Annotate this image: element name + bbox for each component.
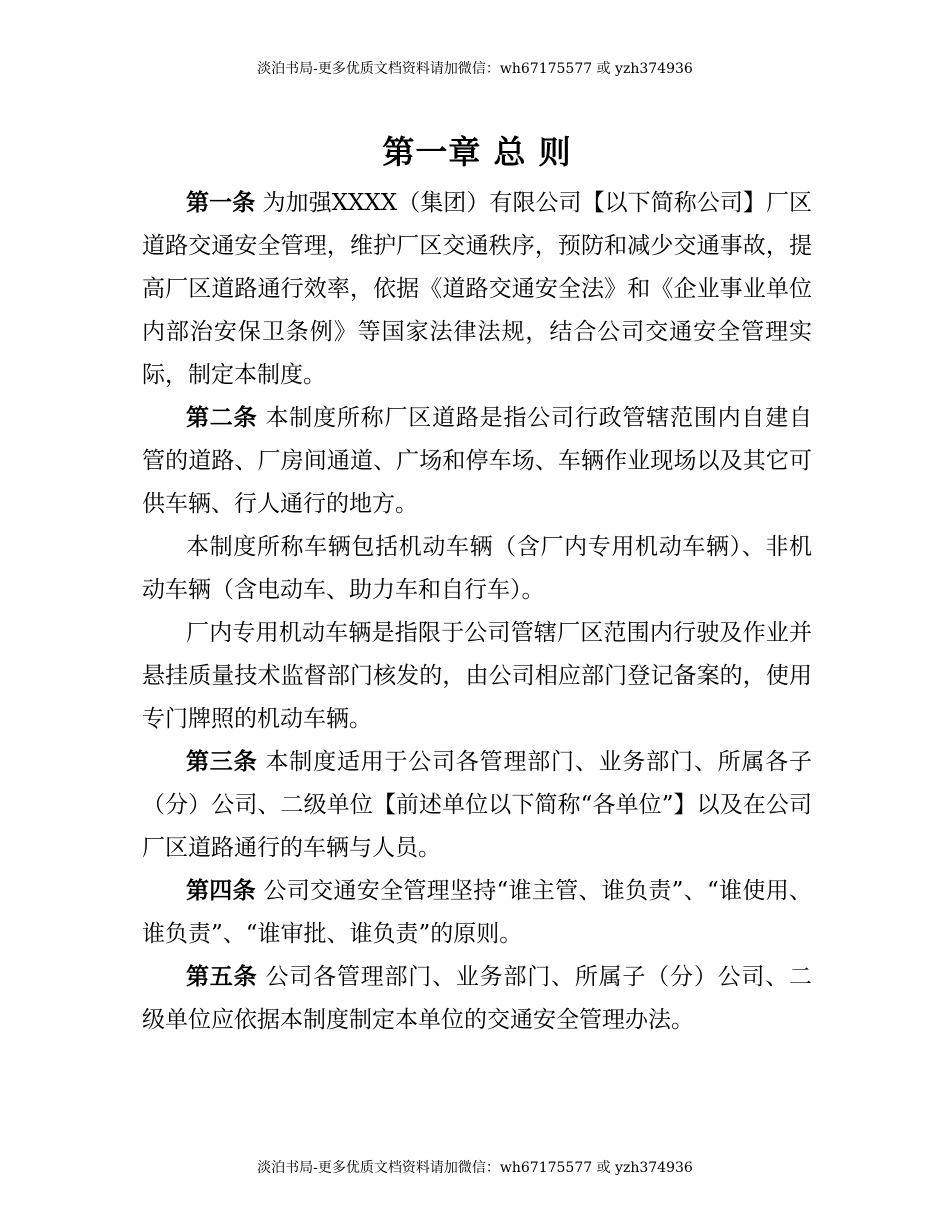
article-text: 为加强XXXX（集团）有限公司【以下简称公司】厂区道路交通安全管理，维护厂区交通秩序，预防和减少交通事故，提高厂区道路通行效率，依据《道路交通安全法》和《企业事业单位内部治安保卫条例》等国家法律法规，结合公司交通安全管理实际，制定本制度。 bbox=[142, 190, 813, 388]
article-3 bbox=[142, 741, 812, 870]
chapter-title: 第一章 总 则 bbox=[382, 133, 572, 171]
document-body bbox=[142, 128, 812, 1042]
article-number: 第三条 bbox=[186, 749, 258, 775]
article-text: 本制度所称厂区道路是指公司行政管辖范围内自建自管的道路、厂房间通道、广场和停车场、车辆作业现场以及其它可供车辆、行人通行的地方。 bbox=[142, 405, 813, 517]
article-number: 第二条 bbox=[186, 405, 258, 431]
page-footer: 淡泊书局-更多优质文档资料请加微信：wh67175577 或 yzh374936 bbox=[257, 1160, 693, 1176]
article-2-paragraph-2 bbox=[142, 526, 812, 612]
article-text: 本制度适用于公司各管理部门、业务部门、所属各子（分）公司、二级单位【前述单位以下简称“各单位”】以及在公司厂区道路通行的车辆与人员。 bbox=[142, 749, 813, 861]
article-1 bbox=[142, 182, 812, 397]
article-text: 厂内专用机动车辆是指限于公司管辖厂区范围内行驶及作业并悬挂质量技术监督部门核发的，由公司相应部门登记备案的，使用专门牌照的机动车辆。 bbox=[142, 620, 812, 732]
article-4 bbox=[142, 870, 812, 956]
article-number: 第五条 bbox=[186, 964, 258, 990]
article-2-paragraph-3 bbox=[142, 612, 812, 741]
article-text: 公司交通安全管理坚持“谁主管、谁负责”、“谁使用、谁负责”、“谁审批、谁负责”的原则。 bbox=[142, 878, 812, 947]
article-number: 第四条 bbox=[186, 878, 256, 904]
article-text: 公司各管理部门、业务部门、所属子（分）公司、二级单位应依据本制度制定本单位的交通安全管理办法。 bbox=[142, 964, 813, 1033]
page-header: 淡泊书局-更多优质文档资料请加微信：wh67175577 或 yzh374936 bbox=[257, 61, 693, 77]
article-text: 本制度所称车辆包括机动车辆（含厂内专用机动车辆）、非机动车辆（含电动车、助力车和自行车）。 bbox=[142, 534, 812, 603]
article-number: 第一条 bbox=[186, 190, 256, 216]
article-5 bbox=[142, 956, 812, 1042]
article-2 bbox=[142, 397, 812, 526]
